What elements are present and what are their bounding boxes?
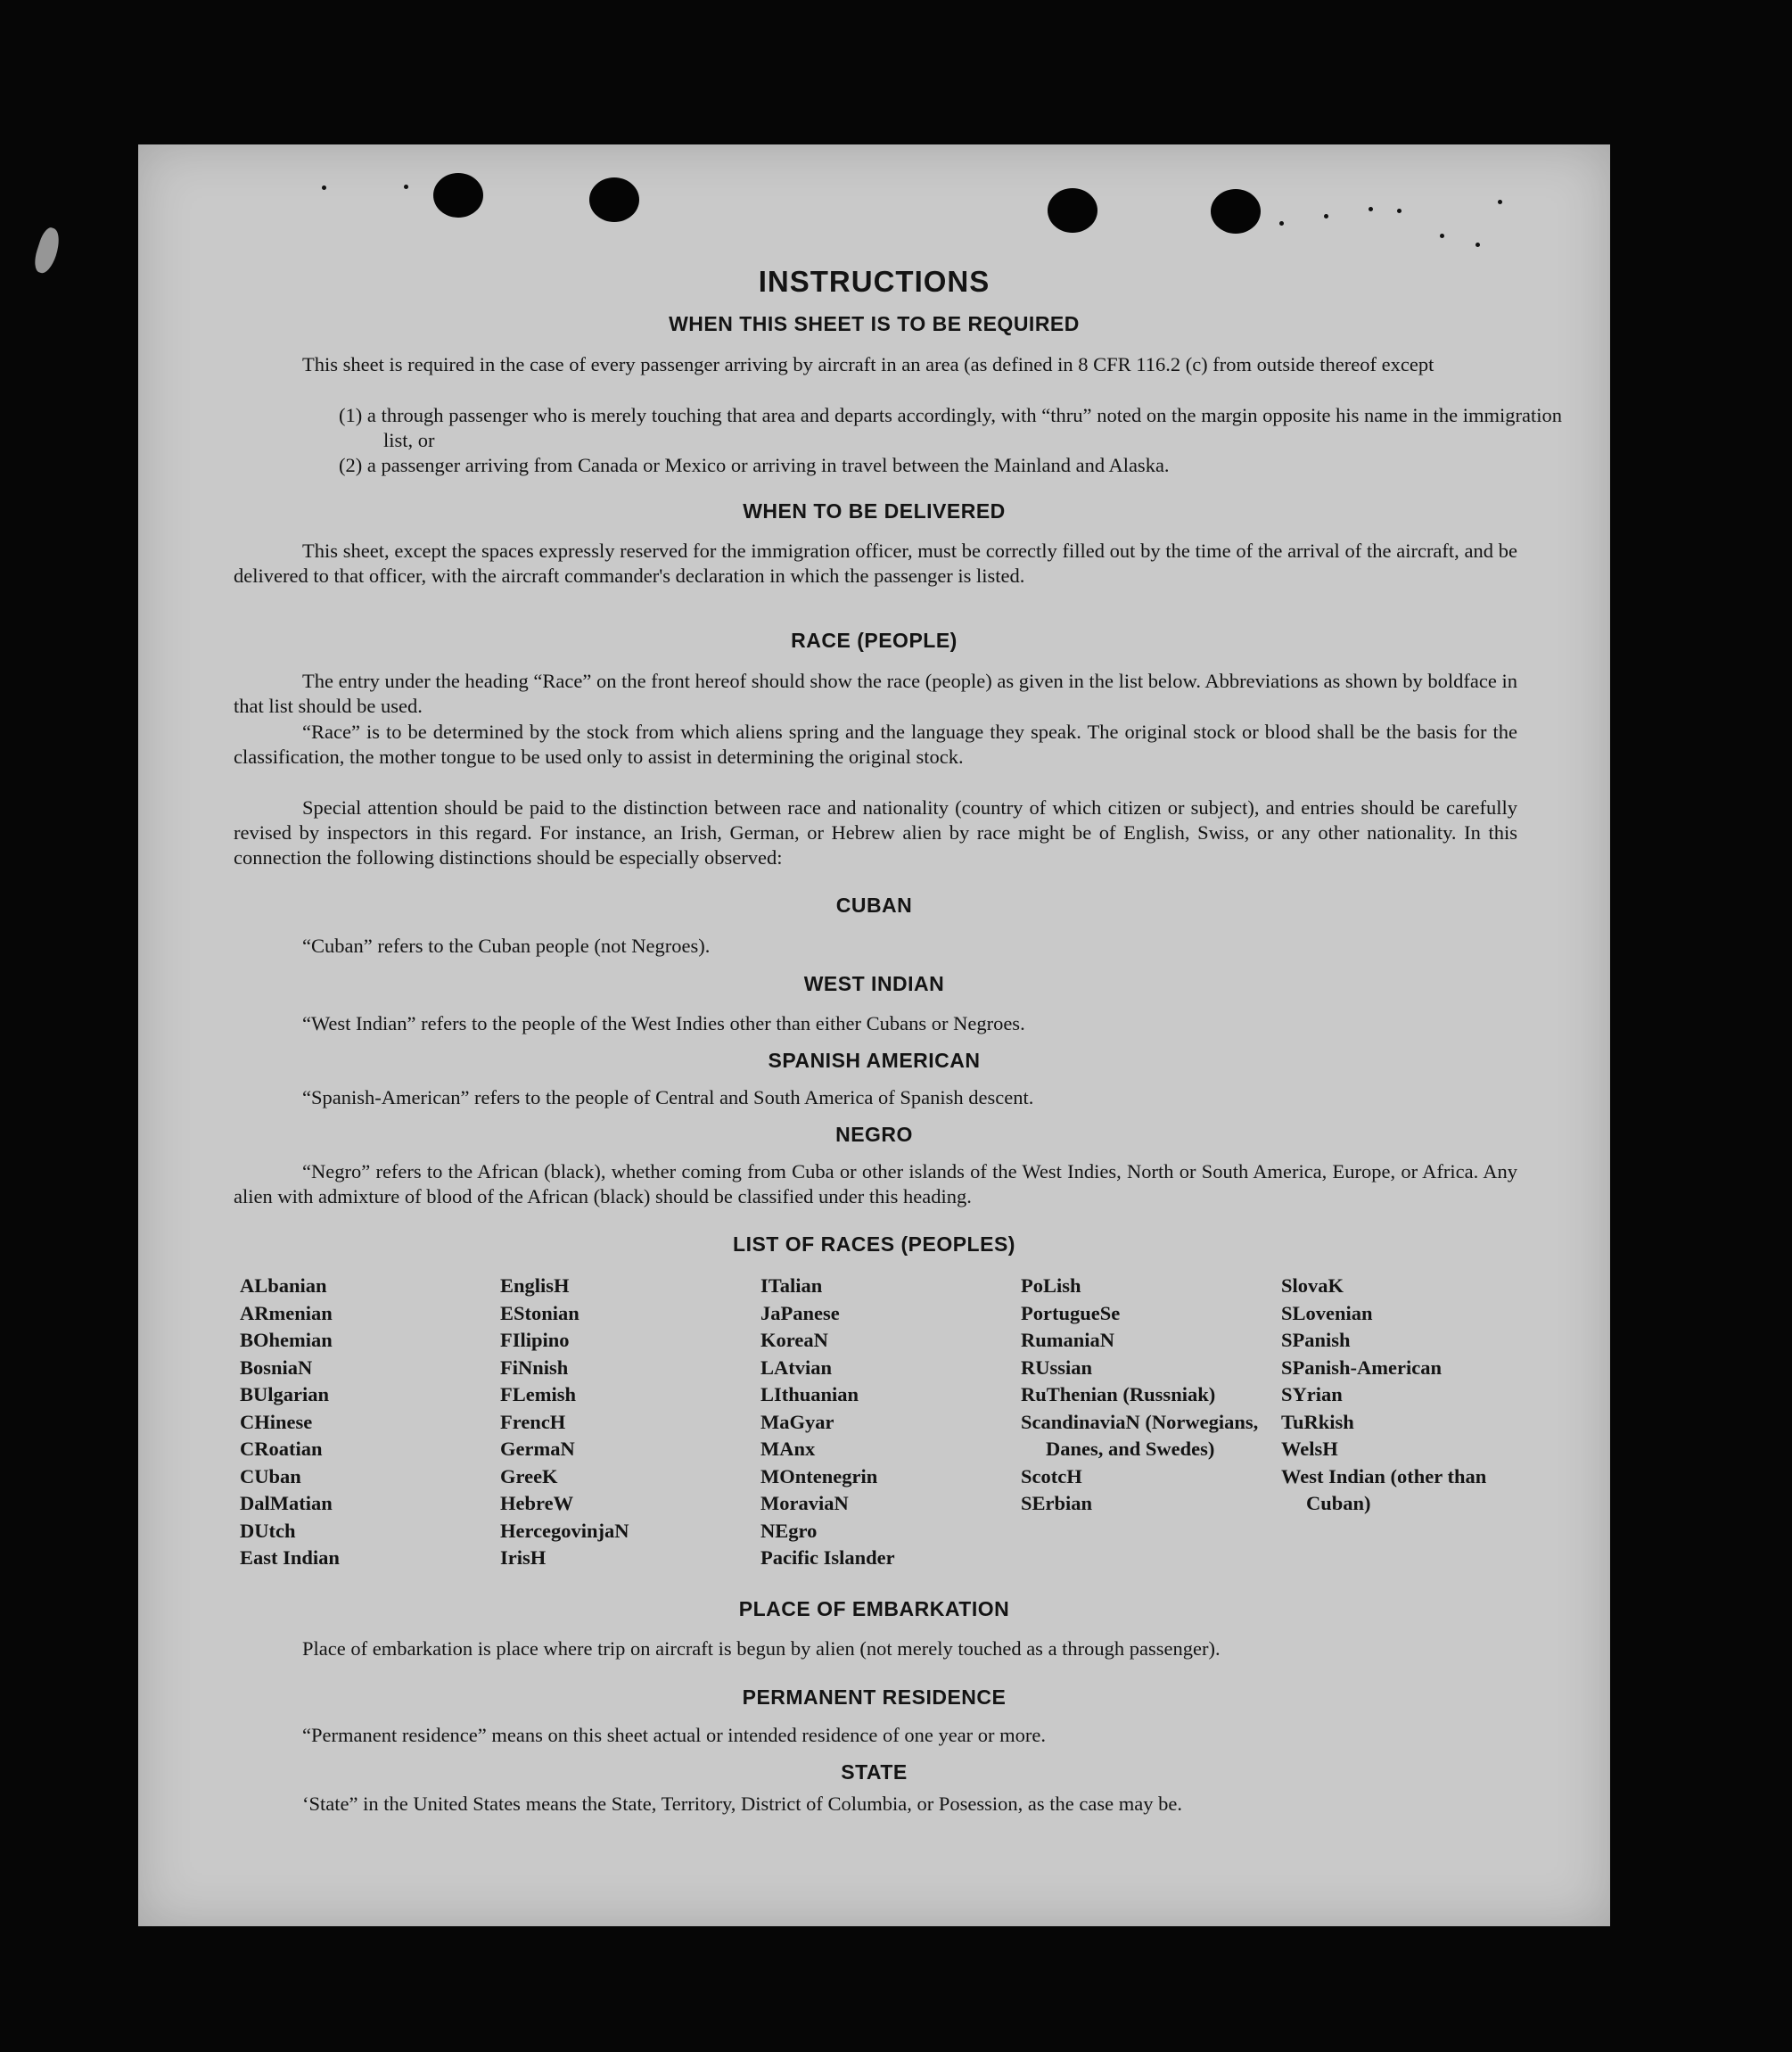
races-column [240,1273,481,1572]
race-entry: FrencH [500,1410,566,1433]
race-entry: ARmenian [240,1301,333,1324]
race-entry: ScandinaviaN (Norwegians, Danes, and Swedes) [1021,1410,1259,1460]
race-entry: HebreW [500,1492,574,1514]
race-entry: BosniaN [240,1356,313,1379]
required-intro: This sheet is required in the case of every passenger arriving by aircraft in an area (as defined in 8 CFR 116.2 (c) from outside thereof except [302,353,1434,375]
race-entry: GermaN [500,1438,575,1460]
instruction-sheet [138,144,1610,1926]
punch-hole [1211,189,1261,234]
race-entry: TuRkish [1281,1410,1354,1433]
race-entry: WelsH [1281,1438,1338,1460]
races-column [1281,1273,1524,1518]
film-scratch [31,226,64,276]
race-entry: RumaniaN [1021,1329,1115,1351]
dust-speck [1279,221,1284,226]
spanish-american-text: “Spanish-American” refers to the people of Central and South America of Spanish descent. [302,1086,1034,1108]
heading-when-required: WHEN THIS SHEET IS TO BE REQUIRED [669,312,1080,335]
race-entry: FiNnish [500,1356,569,1379]
race-entry: CUban [240,1464,301,1487]
page-title: INSTRUCTIONS [758,265,991,298]
race-entry: EStonian [500,1301,580,1324]
race-entry: LIthuanian [760,1383,859,1405]
race-entry: RuThenian (Russniak) [1021,1383,1216,1405]
cuban-text: “Cuban” refers to the Cuban people (not Negroes). [302,935,711,957]
exception-item: (1) a through passenger who is merely touching that area and departs accordingly, with “thru” noted on the margin opposite his name in the immigration list, or [339,404,1562,451]
race-entry: MaGyar [760,1410,834,1433]
race-entry: SPanish [1281,1329,1351,1351]
heading-when-delivered: WHEN TO BE DELIVERED [743,499,1006,523]
race-entry: DUtch [240,1519,296,1542]
heading-place-of-embarkation: PLACE OF EMBARKATION [738,1597,1010,1620]
race-entry: IrisH [500,1546,547,1569]
dust-speck [1369,207,1373,211]
race-paragraph: “Race” is to be determined by the stock from which aliens spring and the language they speak. The original stock or blood shall be the basis for the classification, the mother tongue to be used only to assist in determining the original stock. [234,721,1517,768]
race-entry: MoraviaN [760,1492,849,1514]
race-entry: ALbanian [240,1274,327,1297]
race-entry: SErbian [1021,1492,1093,1514]
race-entry: BUlgarian [240,1383,330,1405]
heading-permanent-residence: PERMANENT RESIDENCE [742,1685,1007,1709]
exception-item: (2) a passenger arriving from Canada or Mexico or arriving in travel between the Mainland and Alaska. [339,454,1170,476]
punch-hole [433,173,483,218]
races-column [1021,1273,1262,1518]
race-entry: RUssian [1021,1356,1093,1379]
race-entry: PoLish [1021,1274,1081,1297]
dust-speck [1498,200,1502,204]
race-entry: DalMatian [240,1492,333,1514]
delivered-text: This sheet, except the spaces expressly reserved for the immigration officer, must be correctly filled out by the time of the arrival of the aircraft, and be delivered to that officer, with the aircraft commander's declaration in which the passenger is listed. [234,540,1517,587]
race-entry: JaPanese [760,1301,840,1324]
embarkation-text: Place of embarkation is place where trip on aircraft is begun by alien (not merely touched as a through passenger). [302,1637,1221,1660]
heading-race: RACE (PEOPLE) [791,629,958,652]
race-entry: GreeK [500,1464,558,1487]
race-entry: CHinese [240,1410,313,1433]
race-entry: ScotcH [1021,1464,1082,1487]
heading-cuban: CUBAN [835,894,913,917]
dust-speck [1397,209,1402,213]
race-entry: FIlipino [500,1329,570,1351]
punch-hole [1048,188,1097,233]
dust-speck [404,185,408,189]
heading-negro: NEGRO [835,1123,913,1146]
heading-west-indian: WEST INDIAN [803,972,945,995]
race-entry: MAnx [760,1438,816,1460]
race-entry: Pacific Islander [760,1546,895,1569]
punch-hole [589,177,639,222]
race-entry: KoreaN [760,1329,828,1351]
race-entry: PortugueSe [1021,1301,1121,1324]
race-entry: HercegovinjaN [500,1519,629,1542]
race-entry: CRoatian [240,1438,323,1460]
race-entry: LAtvian [760,1356,833,1379]
races-list [240,1273,1524,1567]
dust-speck [1440,234,1444,238]
race-entry: SPanish-American [1281,1356,1442,1379]
race-entry: SlovaK [1281,1274,1344,1297]
negro-text: “Negro” refers to the African (black), whether coming from Cuba or other islands of the West Indies, North or South America, Europe, or Africa. Any alien with admixture of blood of the African (black) should be classified under this heading. [234,1160,1517,1207]
state-text: ‘State” in the United States means the State, Territory, District of Columbia, or Posession, as the case may be. [302,1792,1182,1815]
race-entry: East Indian [240,1546,340,1569]
races-column [760,1273,1010,1572]
race-entry: ITalian [760,1274,823,1297]
race-paragraph: Special attention should be paid to the distinction between race and nationality (country of which citizen or subject), and entries should be carefully revised by inspectors in this regard. For instance, an Irish, German, or Hebrew alien by race might be of English, Swiss, or any other nationality. In this connection the following distinctions should be especially observed: [234,796,1517,869]
race-paragraph: The entry under the heading “Race” on the front hereof should show the race (people) as given in the list below. Abbreviations as shown by boldface in that list should be used. [234,670,1517,717]
heading-state: STATE [841,1760,908,1784]
races-column [500,1273,750,1572]
dust-speck [1324,214,1328,218]
heading-spanish-american: SPANISH AMERICAN [768,1049,981,1072]
race-entry: SLovenian [1281,1301,1373,1324]
residence-text: “Permanent residence” means on this sheet actual or intended residence of one year or more. [302,1724,1047,1746]
race-entry: West Indian (other than Cuban) [1281,1464,1487,1514]
race-entry: NEgro [760,1519,818,1542]
heading-list-of-races: LIST OF RACES (PEOPLES) [733,1232,1015,1256]
race-entry: EnglisH [500,1274,570,1297]
west-indian-text: “West Indian” refers to the people of the West Indies other than either Cubans or Negroes. [302,1012,1025,1034]
race-entry: FLemish [500,1383,577,1405]
race-entry: BOhemian [240,1329,333,1351]
race-entry: MOntenegrin [760,1464,878,1487]
race-entry: SYrian [1281,1383,1343,1405]
dust-speck [1476,243,1480,247]
dust-speck [322,185,326,190]
